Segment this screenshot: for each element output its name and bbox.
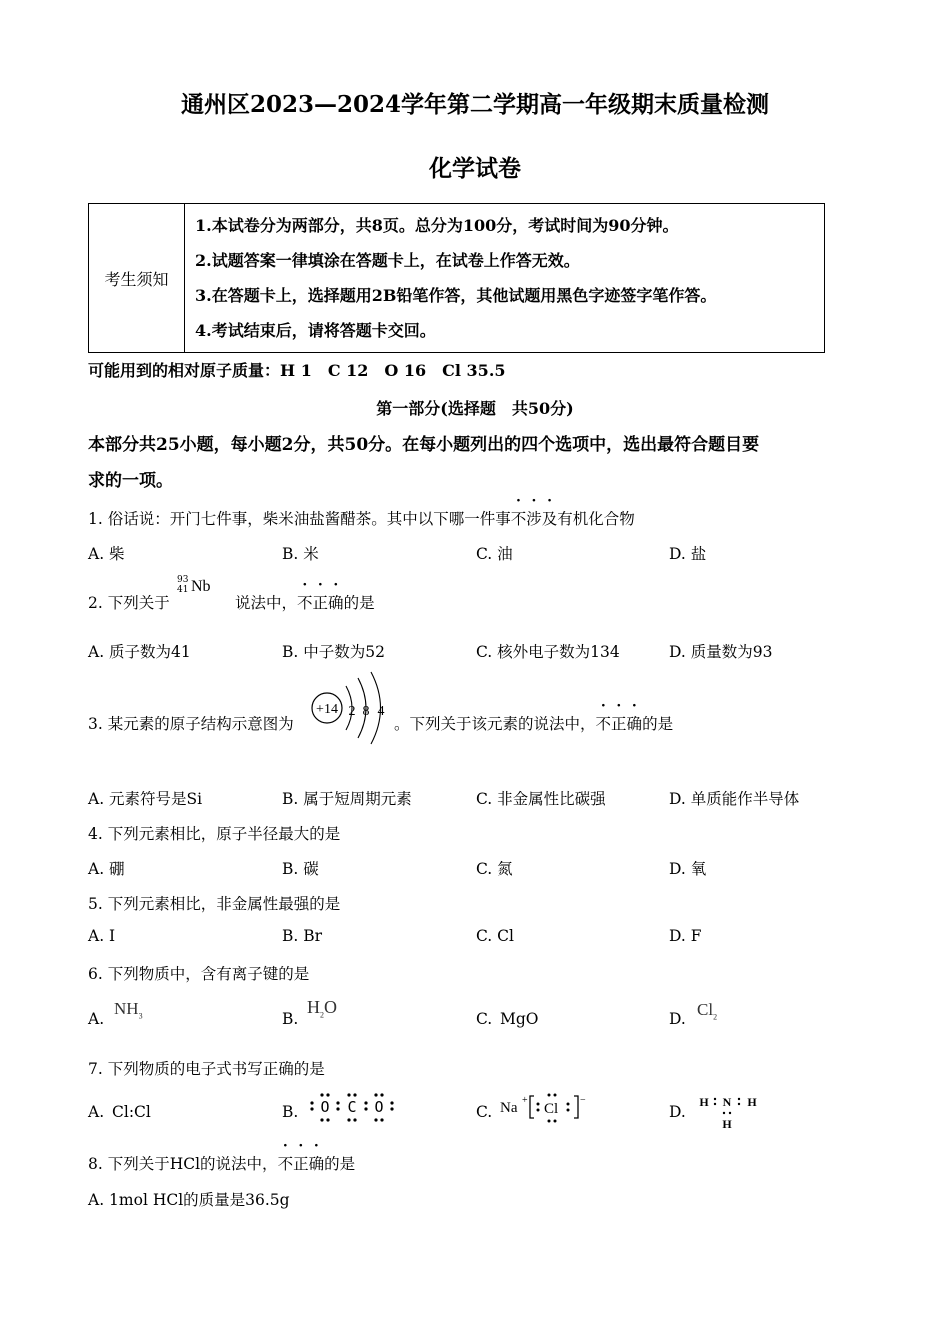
svg-text:−: −: [580, 1095, 586, 1106]
atomic-structure-diagram: [306, 668, 398, 748]
q6-option-a-letter: A.: [88, 1010, 105, 1028]
notice-item: 2.试题答案一律填涂在答题卡上，在试卷上作答无效。: [195, 251, 580, 270]
question-3-stem-end: 。下列关于该元素的说法中，不正确的是: [394, 715, 674, 733]
q3-option-b: B. 属于短周期元素: [282, 790, 412, 808]
question-2-stem-start: 2. 下列关于: [88, 594, 170, 612]
q1-option-b: B. 米: [282, 545, 319, 563]
q7-formula-a: Cl:Cl: [112, 1103, 151, 1121]
q6-option-d-letter: D.: [669, 1010, 686, 1028]
q6-formula-d: $Cl_2$: [697, 1000, 718, 1022]
nucleus-charge: +14: [316, 702, 338, 717]
question-2-stem-end: 说法中，不正确的是: [235, 594, 375, 612]
part1-intro-line1: 本部分共25小题，每小题2分，共50分。在每小题列出的四个选项中，选出最符合题目要: [88, 435, 760, 455]
svg-text:Na: Na: [500, 1100, 518, 1116]
shell-2-electrons: 8: [362, 704, 370, 719]
svg-text:N: N: [722, 1095, 732, 1109]
q2-option-a: A. 质子数为41: [88, 643, 191, 661]
q7-option-a-letter: A.: [88, 1103, 105, 1121]
q7-option-b-letter: B.: [282, 1103, 299, 1121]
q1-option-c: C. 油: [476, 545, 513, 563]
notice-item: 4.考试结束后，请将答题卡交回。: [195, 321, 436, 340]
q7-formula-b-co2-electron-dot: [306, 1090, 398, 1124]
question-5-stem: 5. 下列元素相比，非金属性最强的是: [88, 895, 341, 913]
nuclide-numbers: 93 41: [177, 575, 189, 595]
q7-formula-c-nacl-electron-dot: [500, 1090, 590, 1126]
notice-body: [185, 204, 825, 353]
shell-3-electrons: 4: [377, 704, 385, 719]
atomic-masses: 可能用到的相对原子质量：H 1 C 12 O 16 Cl 35.5: [88, 361, 506, 380]
q1-option-a: A. 柴: [88, 545, 125, 563]
notice-table: [88, 203, 825, 353]
q3-option-a: A. 元素符号是Si: [88, 790, 203, 808]
nuclide-symbol: Nb: [191, 578, 211, 595]
q5-option-d: D. F: [669, 927, 702, 945]
page-title: 通州区2023—2024学年第二学期高一年级期末质量检测: [180, 91, 770, 118]
question-3-stem-start: 3. 某元素的原子结构示意图为: [88, 715, 294, 733]
q7-option-d-letter: D.: [669, 1103, 686, 1121]
svg-text:O: O: [320, 1098, 330, 1116]
q5-option-b: B. Br: [282, 927, 323, 945]
q8-option-a: A. 1mol HCl的质量是36.5g: [88, 1191, 290, 1209]
q2-option-d: D. 质量数为93: [669, 643, 773, 661]
page-subtitle: 化学试卷: [429, 155, 521, 182]
svg-text:+: +: [522, 1095, 528, 1106]
svg-text:H: H: [747, 1095, 757, 1109]
question-8-stem: 8. 下列关于HCl的说法中，不正确的是: [88, 1155, 356, 1173]
q6-option-b-letter: B.: [282, 1010, 299, 1028]
shell-1-electrons: 2: [348, 704, 356, 719]
question-1-stem: 1. 俗话说：开门七件事，柴米油盐酱醋茶。其中以下哪一件事不涉及有机化合物: [88, 510, 635, 528]
part1-heading: 第一部分(选择题 共50分): [376, 399, 574, 418]
q5-option-a: A. I: [88, 927, 116, 945]
q6-option-c-letter: C.: [476, 1010, 493, 1028]
q4-option-c: C. 氮: [476, 860, 513, 878]
q4-option-d: D. 氧: [669, 860, 707, 878]
svg-text:Cl: Cl: [544, 1101, 559, 1117]
q1-option-d: D. 盐: [669, 545, 707, 563]
svg-text:H: H: [699, 1095, 709, 1109]
notice-item: 3.在答题卡上，选择题用2B铅笔作答，其他试题用黑色字迹签字笔作答。: [195, 286, 717, 305]
q3-option-c: C. 非金属性比碳强: [476, 790, 606, 808]
part1-intro-line2: 求的一项。: [88, 471, 173, 491]
q6-formula-c: MgO: [500, 1010, 539, 1028]
question-4-stem: 4. 下列元素相比，原子半径最大的是: [88, 825, 341, 843]
q7-option-c-letter: C.: [476, 1103, 493, 1121]
question-7-stem: 7. 下列物质的电子式书写正确的是: [88, 1060, 325, 1078]
q2-option-c: C. 核外电子数为134: [476, 643, 620, 661]
svg-text:O: O: [374, 1098, 384, 1116]
question-6-stem: 6. 下列物质中，含有离子键的是: [88, 965, 310, 983]
notice-item: 1.本试卷分为两部分，共8页。总分为100分，考试时间为90分钟。: [195, 216, 679, 235]
q3-option-d: D. 单质能作半导体: [669, 790, 800, 808]
notice-label: 考生须知: [89, 204, 185, 353]
svg-text:C: C: [347, 1098, 357, 1116]
q6-formula-b: $H_2O$: [307, 997, 337, 1020]
q5-option-c: C. Cl: [476, 927, 514, 945]
q7-formula-d-nh3-electron-dot: [696, 1090, 762, 1134]
q6-formula-a: $NH_3$: [114, 999, 143, 1021]
q4-option-a: A. 硼: [88, 860, 125, 878]
svg-text:H: H: [722, 1117, 732, 1131]
q4-option-b: B. 碳: [282, 860, 319, 878]
q2-option-b: B. 中子数为52: [282, 643, 385, 661]
